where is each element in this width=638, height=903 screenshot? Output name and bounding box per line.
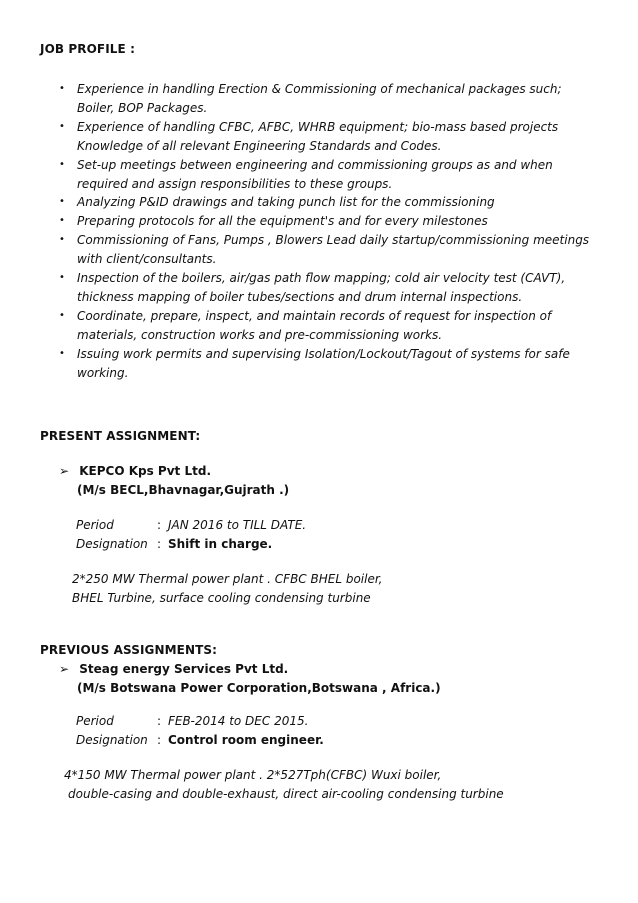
job-profile-item: [59, 307, 609, 345]
present-period-row: [76, 518, 306, 532]
job-profile-item-line: Experience of handling CFBC, AFBC, WHRB equipment; bio-mass based projects: [77, 119, 559, 134]
previous-plant-line-2: double-casing and double-exhaust, direct air-cooling condensing turbine: [68, 787, 504, 801]
colon-separator: :: [156, 733, 162, 747]
previous-designation-label: Designation: [76, 733, 148, 747]
bullet-icon: •: [59, 196, 65, 208]
bullet-icon: •: [59, 215, 65, 227]
previous-designation-row: [76, 733, 324, 747]
previous-period-row: [76, 714, 308, 728]
previous-plant-line-1: 4*150 MW Thermal power plant . 2*527Tph(CFBC) Wuxi boiler,: [64, 768, 442, 782]
job-profile-item-line: Issuing work permits and supervising Isolation/Lockout/Tagout of systems for safe: [77, 346, 570, 361]
present-plant-line-2: BHEL Turbine, surface cooling condensing turbine: [72, 591, 371, 605]
job-profile-item-line: Knowledge of all relevant Engineering Standards and Codes.: [77, 138, 442, 153]
colon-separator: :: [156, 537, 162, 551]
arrow-bullet-icon: ➢: [59, 464, 70, 478]
job-profile-item-line: Experience in handling Erection & Commissioning of mechanical packages such;: [77, 82, 562, 96]
previous-company-name: Steag energy Services Pvt Ltd.: [79, 662, 289, 676]
bullet-icon: •: [59, 158, 65, 170]
bullet-icon: •: [59, 347, 65, 359]
job-profile-item-line: materials, construction works and pre-commissioning works.: [77, 327, 443, 342]
job-profile-item-line: with client/consultants.: [77, 252, 217, 267]
present-assignment-heading: PRESENT ASSIGNMENT:: [40, 429, 201, 443]
bullet-icon: •: [59, 309, 65, 321]
job-profile-item: [59, 231, 609, 269]
present-period-label: Period: [76, 518, 114, 532]
job-profile-item-line: Set-up meetings between engineering and commissioning groups as and when: [77, 157, 553, 172]
previous-assignments-heading: PREVIOUS ASSIGNMENTS:: [40, 643, 218, 657]
previous-period-label: Period: [76, 714, 114, 728]
job-profile-item-line: Commissioning of Fans, Pumps , Blowers Lead daily startup/commissioning meetings: [77, 233, 590, 248]
job-profile-list: [59, 80, 609, 383]
arrow-bullet-icon: ➢: [59, 662, 70, 676]
job-profile-item-line: Inspection of the boilers, air/gas path flow mapping; cold air velocity test (CAVT),: [77, 271, 566, 286]
present-client: (M/s BECL,Bhavnagar,Gujrath .): [77, 483, 290, 497]
job-profile-item: [59, 80, 609, 118]
job-profile-item: [59, 269, 609, 307]
job-profile-item: [59, 345, 609, 383]
job-profile-item: [59, 156, 609, 194]
job-profile-item-line: Analyzing P&ID drawings and taking punch list for the commissioning: [77, 195, 495, 210]
present-designation-row: [76, 537, 272, 551]
bullet-icon: •: [59, 120, 65, 132]
present-designation-value: Shift in charge.: [168, 537, 273, 551]
job-profile-item-line: Preparing protocols for all the equipment's and for every milestones: [77, 214, 488, 229]
bullet-icon: •: [59, 272, 65, 284]
present-company-name: KEPCO Kps Pvt Ltd.: [79, 464, 211, 478]
job-profile-item: [59, 193, 609, 212]
bullet-icon: •: [59, 83, 65, 94]
previous-client: (M/s Botswana Power Corporation,Botswana , Africa.): [77, 681, 441, 695]
previous-period-value: FEB-2014 to DEC 2015.: [168, 714, 309, 728]
previous-company: [59, 662, 288, 676]
job-profile-item-line: thickness mapping of boiler tubes/sections and drum internal inspections.: [77, 289, 523, 304]
job-profile-item-line: required and assign responsibilities to these groups.: [77, 176, 393, 191]
job-profile-heading: JOB PROFILE :: [40, 42, 136, 56]
job-profile-item: [59, 212, 609, 231]
present-period-value: JAN 2016 to TILL DATE.: [168, 518, 307, 532]
previous-designation-value: Control room engineer.: [168, 733, 324, 747]
colon-separator: :: [156, 518, 162, 532]
present-designation-label: Designation: [76, 537, 148, 551]
present-company: [59, 464, 211, 478]
bullet-icon: •: [59, 234, 65, 246]
job-profile-item-line: working.: [77, 365, 129, 380]
present-plant-line-1: 2*250 MW Thermal power plant . CFBC BHEL boiler,: [72, 572, 383, 586]
job-profile-item-line: Boiler, BOP Packages.: [77, 100, 208, 115]
job-profile-item-line: Coordinate, prepare, inspect, and maintain records of request for inspection of: [77, 308, 552, 323]
job-profile-item: [59, 118, 609, 156]
colon-separator: :: [156, 714, 162, 728]
